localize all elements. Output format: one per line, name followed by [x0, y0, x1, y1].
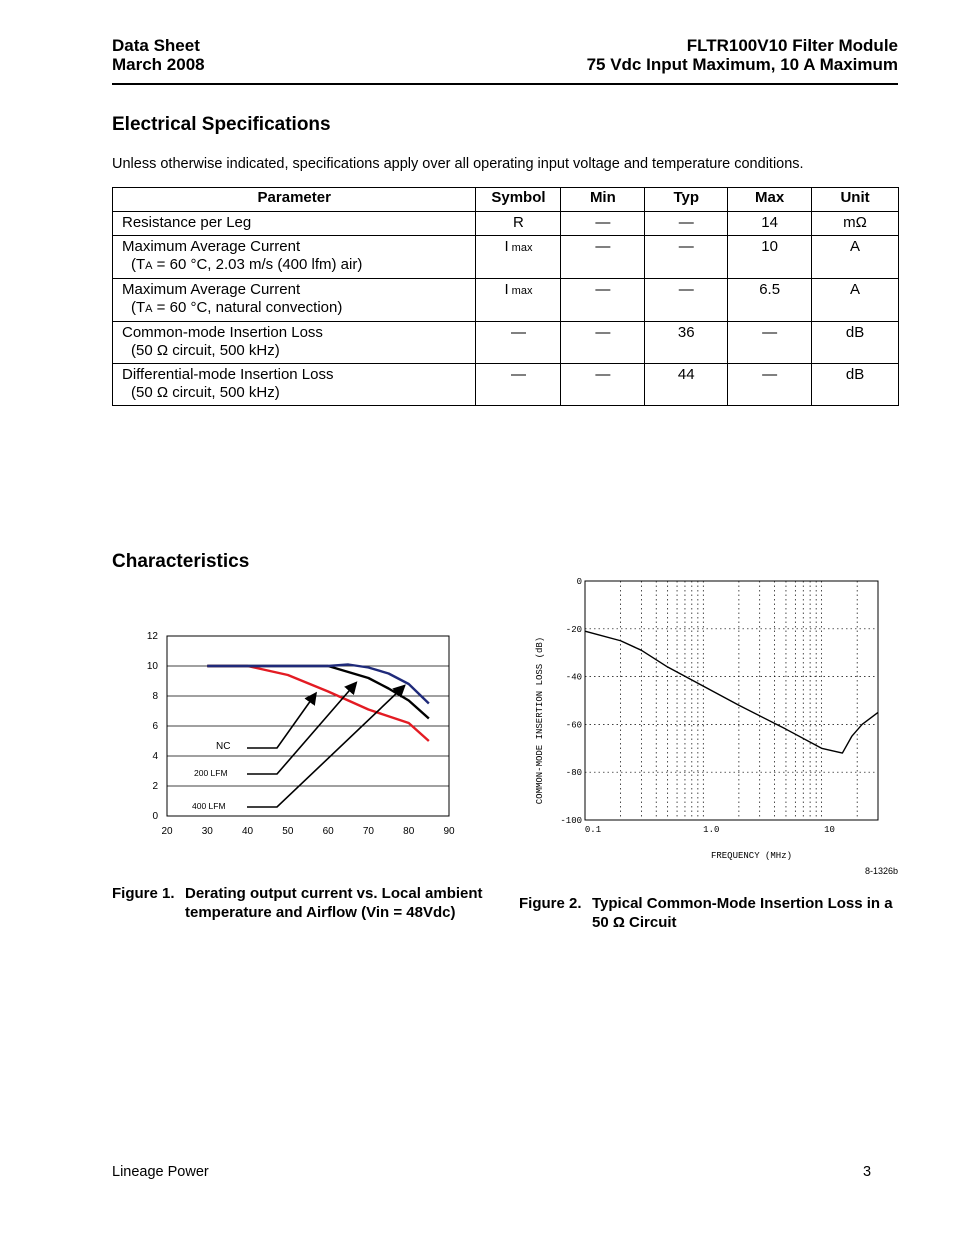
- table-row: [113, 364, 899, 406]
- header-rule: [112, 83, 898, 85]
- typ-cell: —: [645, 212, 728, 236]
- param-condition: [122, 256, 475, 275]
- param-cell: [113, 364, 476, 406]
- cond-pre: (T: [131, 256, 146, 273]
- symbol-cell: —: [476, 364, 561, 406]
- series-line-1: [207, 666, 429, 719]
- figure2-caption: [519, 895, 899, 935]
- table-row: [113, 322, 899, 364]
- max-cell: 10: [728, 236, 812, 279]
- min-cell: —: [561, 212, 645, 236]
- max-cell: —: [728, 322, 812, 364]
- y-tick-label: -40: [565, 672, 582, 683]
- param-cell: [113, 236, 476, 279]
- col-header: Parameter: [113, 188, 476, 212]
- figure2-code: 8-1326b: [864, 866, 898, 876]
- figure1-number: Figure 1.: [112, 885, 175, 902]
- param-condition: (50 Ω circuit, 500 kHz): [131, 342, 280, 359]
- typ-cell: 36: [645, 322, 728, 364]
- x-axis-label: FREQUENCY (MHz): [710, 851, 793, 861]
- symbol-cell: [476, 236, 561, 279]
- cond-pre: (T: [131, 299, 146, 316]
- col-header: Unit: [812, 188, 899, 212]
- min-cell: —: [561, 364, 645, 406]
- symbol-sub: max: [508, 285, 533, 297]
- cond-sub: A: [145, 303, 153, 315]
- doc-type: Data Sheet: [112, 36, 200, 55]
- param-cell: [113, 279, 476, 322]
- y-tick-label: -60: [565, 720, 582, 731]
- doc-date: March 2008: [112, 55, 205, 74]
- typ-cell: 44: [645, 364, 728, 406]
- symbol: I: [504, 238, 509, 255]
- x-tick-label: 30: [201, 826, 213, 837]
- table-header-row: [113, 188, 899, 212]
- table-row: [113, 212, 899, 236]
- section-heading-electrical: Electrical Specifications: [112, 114, 331, 135]
- y-tick-label: 12: [146, 631, 158, 642]
- col-header: Max: [728, 188, 812, 212]
- table-row: [113, 279, 899, 322]
- header-right: [587, 36, 898, 74]
- x-tick-label: 70: [362, 826, 374, 837]
- unit-cell: mΩ: [812, 212, 899, 236]
- x-tick-label: 0.1: [584, 825, 602, 835]
- table-row: [113, 236, 899, 279]
- cond-post: = 60 °C, 2.03 m/s (400 lfm) air): [152, 256, 363, 273]
- series-label: NC: [216, 741, 231, 752]
- max-cell: 6.5: [728, 279, 812, 322]
- param-name: Common-mode Insertion Loss: [122, 324, 323, 341]
- series-line-0: [585, 631, 878, 753]
- unit-cell: A: [812, 279, 899, 322]
- product-subtitle: 75 Vdc Input Maximum, 10 A Maximum: [586, 55, 898, 74]
- param-condition: (50 Ω circuit, 500 kHz): [131, 384, 280, 401]
- unit-cell: A: [812, 236, 899, 279]
- insertion-loss-chart: [525, 575, 905, 865]
- max-cell: 14: [728, 212, 812, 236]
- cond-post: = 60 °C, natural convection): [152, 299, 343, 316]
- series-line-2: [207, 665, 429, 704]
- series-label: 400 LFM: [192, 801, 226, 811]
- x-tick-label: 20: [161, 826, 173, 837]
- x-tick-label: 1.0: [703, 825, 720, 835]
- y-tick-label: 4: [152, 751, 158, 762]
- symbol-cell: [476, 279, 561, 322]
- y-tick-label: 8: [152, 691, 158, 702]
- x-tick-label: 40: [242, 826, 254, 837]
- x-tick-label: 60: [322, 826, 334, 837]
- symbol-cell: R: [476, 212, 561, 236]
- figure1-text: Derating output current vs. Local ambient temperature and Airflow (Vin = 48Vdc): [185, 885, 483, 921]
- param-cell: [113, 212, 476, 236]
- col-header: Symbol: [476, 188, 561, 212]
- col-header: Typ: [645, 188, 728, 212]
- min-cell: —: [561, 322, 645, 364]
- symbol-sub: max: [508, 242, 533, 254]
- typ-cell: —: [645, 279, 728, 322]
- section-heading-characteristics: Characteristics: [112, 551, 250, 572]
- spec-table: [112, 187, 899, 406]
- header-left: [112, 36, 205, 74]
- param-cell: [113, 322, 476, 364]
- y-tick-label: 6: [152, 721, 158, 732]
- y-tick-label: -80: [565, 768, 582, 779]
- param-name: Resistance per Leg: [122, 214, 252, 231]
- plot-frame: [585, 581, 878, 820]
- figure2-number: Figure 2.: [519, 895, 582, 912]
- derating-chart: [140, 625, 470, 845]
- col-header: Min: [561, 188, 645, 212]
- x-tick-label: 10: [824, 825, 835, 835]
- y-axis-label: COMMON-MODE INSERTION LOSS (dB): [535, 636, 545, 805]
- leader-line: [247, 686, 405, 808]
- unit-cell: dB: [812, 364, 899, 406]
- param-condition: [122, 299, 475, 318]
- y-tick-label: -20: [565, 624, 582, 635]
- x-tick-label: 90: [443, 826, 455, 837]
- spec-intro: Unless otherwise indicated, specifications apply over all operating input voltage and temperature conditions.: [112, 156, 804, 172]
- x-tick-label: 80: [403, 826, 415, 837]
- product-title: FLTR100V10 Filter Module: [686, 36, 898, 55]
- min-cell: —: [561, 279, 645, 322]
- param-name: Maximum Average Current: [122, 238, 301, 255]
- x-tick-label: 50: [282, 826, 294, 837]
- max-cell: —: [728, 364, 812, 406]
- y-tick-label: 10: [146, 661, 158, 672]
- y-tick-label: -100: [560, 816, 582, 826]
- figure1-caption: [112, 885, 482, 945]
- symbol: I: [504, 281, 509, 298]
- y-tick-label: 0: [576, 577, 582, 587]
- y-tick-label: 2: [152, 781, 158, 792]
- unit-cell: dB: [812, 322, 899, 364]
- param-name: Maximum Average Current: [122, 281, 301, 298]
- min-cell: —: [561, 236, 645, 279]
- y-tick-label: 0: [152, 811, 158, 822]
- cond-sub: A: [145, 260, 153, 272]
- footer-company: Lineage Power: [112, 1164, 209, 1180]
- symbol-cell: —: [476, 322, 561, 364]
- page-number: 3: [863, 1164, 872, 1180]
- typ-cell: —: [645, 236, 728, 279]
- param-name: Differential-mode Insertion Loss: [122, 366, 334, 383]
- figure2-text: Typical Common-Mode Insertion Loss in a 50 Ω Circuit: [592, 895, 893, 931]
- series-label: 200 LFM: [194, 768, 228, 778]
